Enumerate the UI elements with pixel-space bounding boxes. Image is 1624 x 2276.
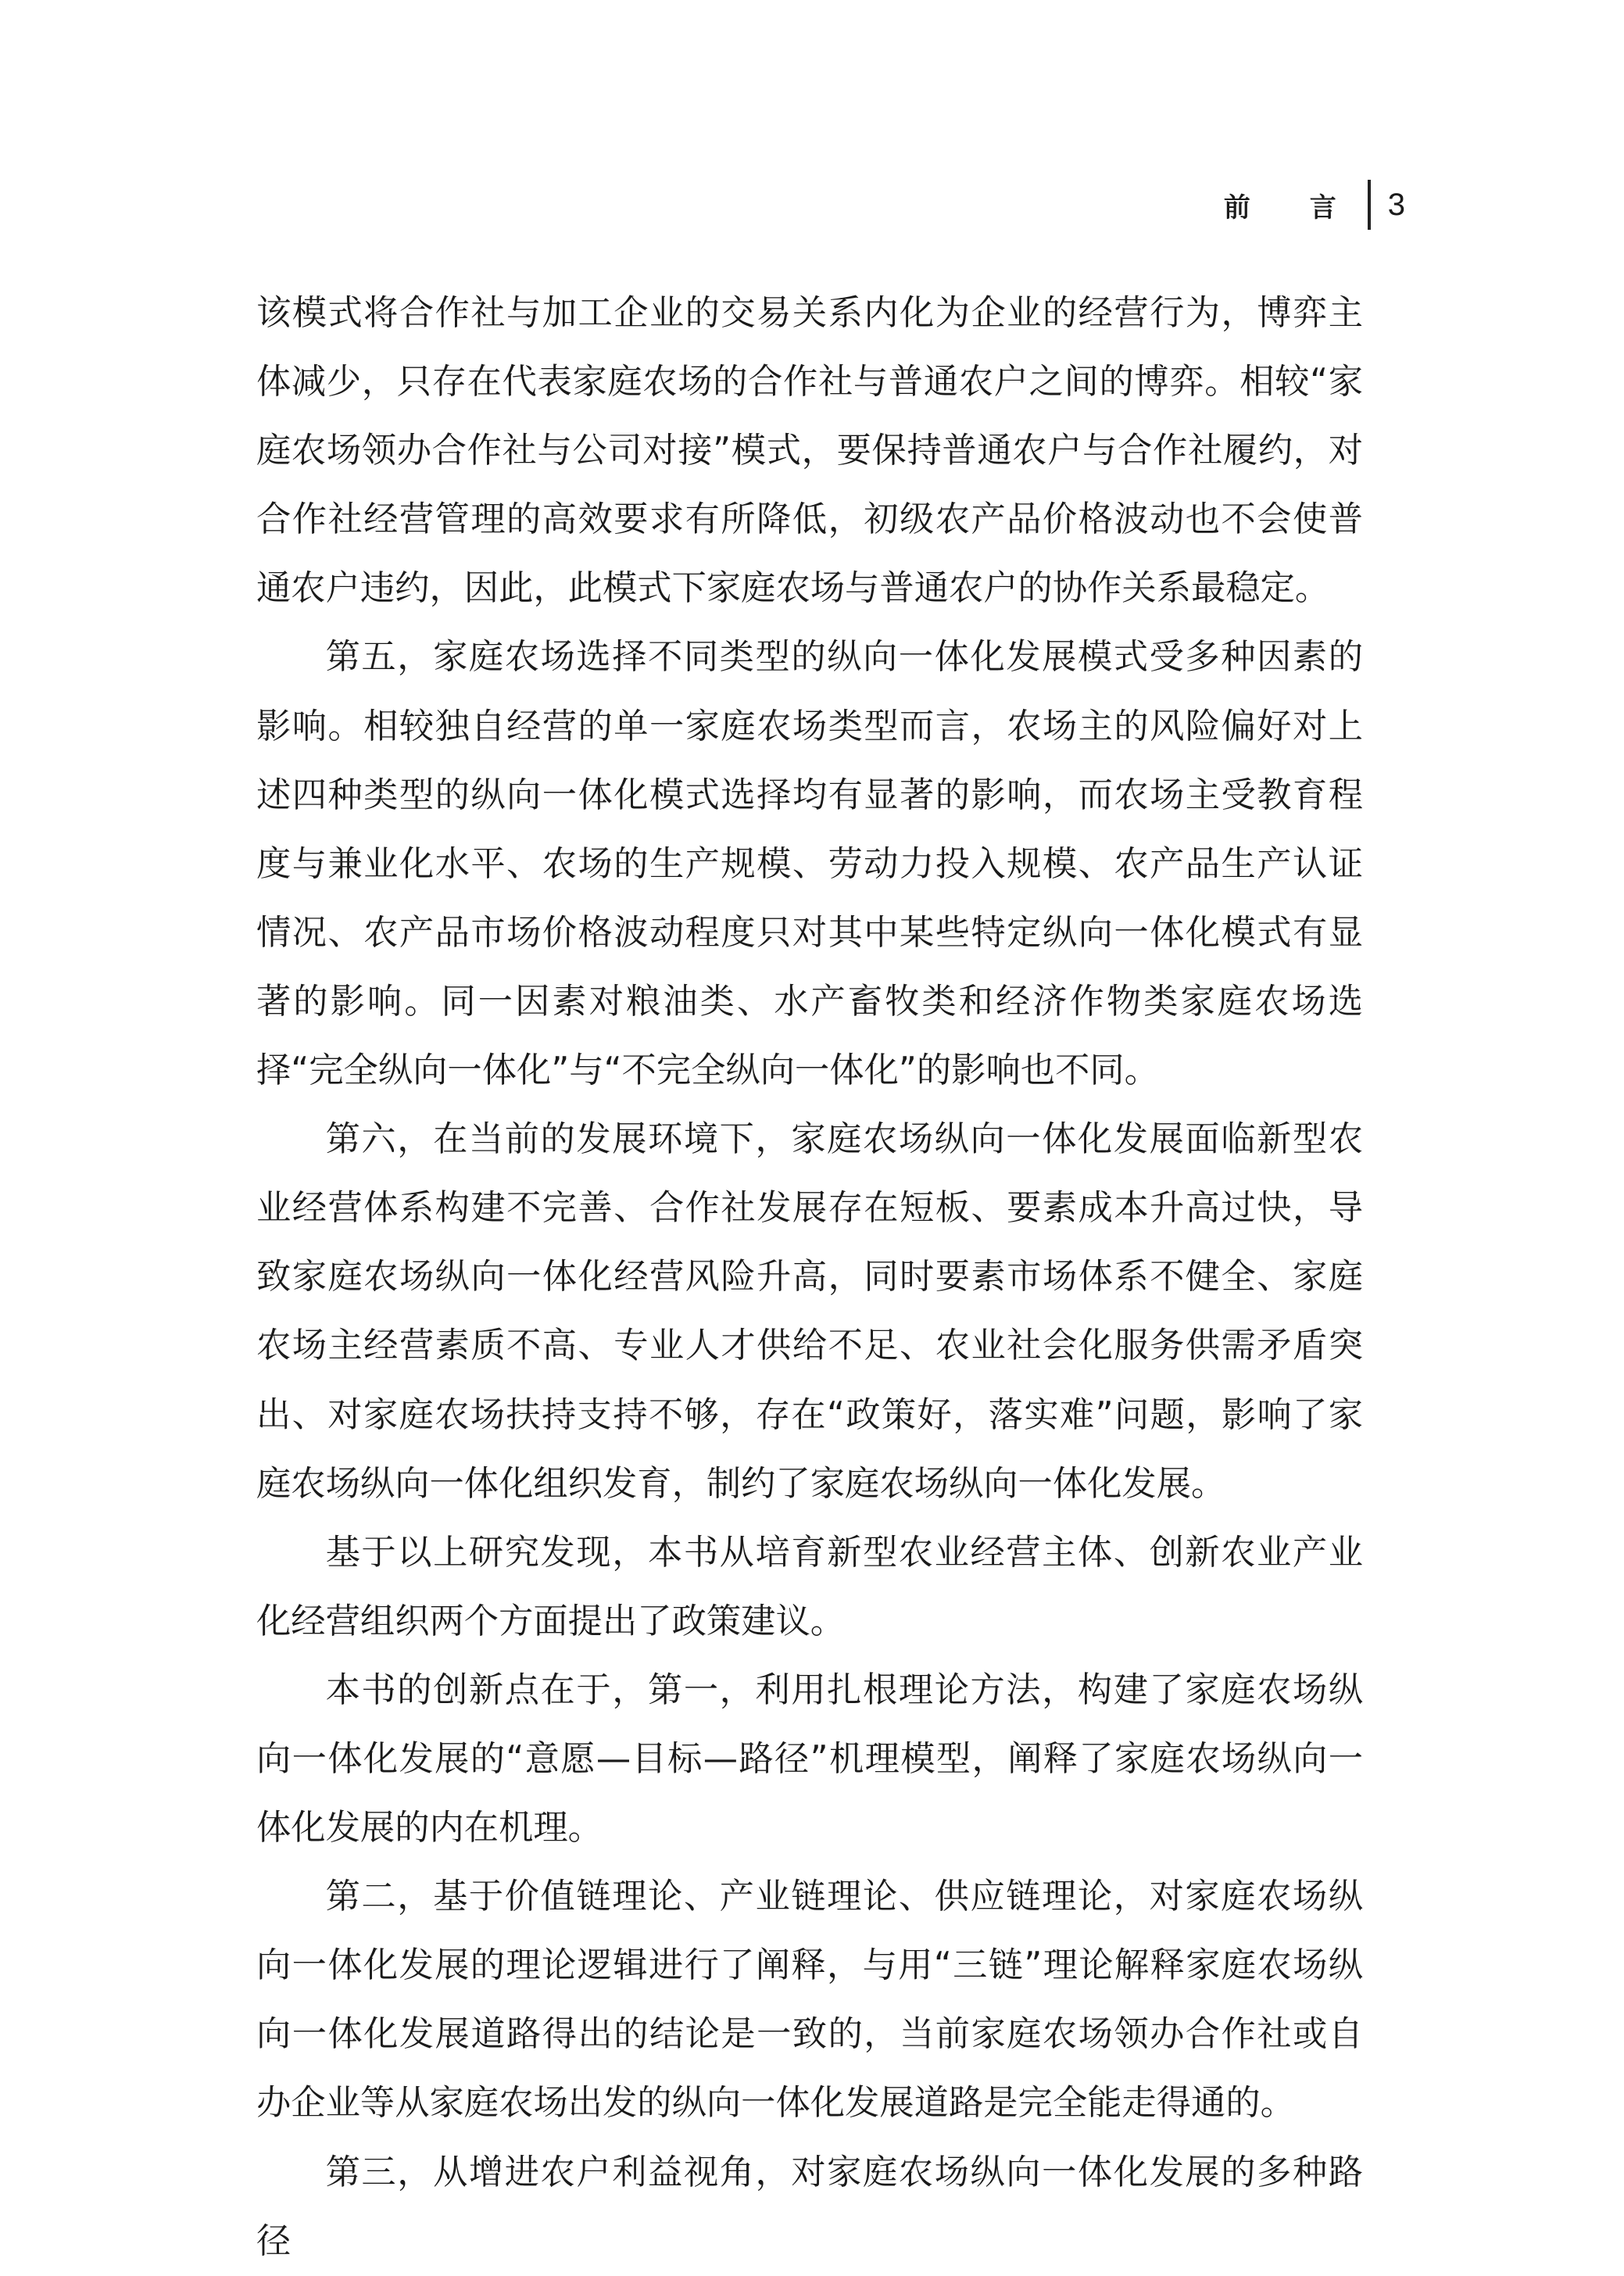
- paragraph-2: 第五，家庭农场选择不同类型的纵向一体化发展模式受多种因素的影响。相较独自经营的单一家庭农场类型而言，农场主的风险偏好对上述四种类型的纵向一体化模式选择均有显著的影响，而农场主受教育程度与兼业化水平、农场的生产规模、劳动力投入规模、农产品生产认证情况、农产品市场价格波动程度只对其中某些特定纵向一体化模式有显著的影响。同一因素对粮油类、水产畜牧类和经济作物类家庭农场选择“完全纵向一体化”与“不完全纵向一体化”的影响也不同。: [256, 637, 1363, 1091]
- paragraph-7: 第三，从增进农户利益视角，对家庭农场纵向一体化发展的多种路径: [256, 2152, 1363, 2261]
- paragraph-6: 第二，基于价值链理论、产业链理论、供应链理论，对家庭农场纵向一体化发展的理论逻辑进行了阐释，与用“三链”理论解释家庭农场纵向一体化发展道路得出的结论是一致的，当前家庭农场领办合作社或自办企业等从家庭农场出发的纵向一体化发展道路是完全能走得通的。: [256, 1877, 1363, 2124]
- section-title: 前 言: [1223, 191, 1361, 224]
- paragraph-3: 第六，在当前的发展环境下，家庭农场纵向一体化发展面临新型农业经营体系构建不完善、合作社发展存在短板、要素成本升高过快，导致家庭农场纵向一体化经营风险升高，同时要素市场体系不健全、家庭农场主经营素质不高、专业人才供给不足、农业社会化服务供需矛盾突出、对家庭农场扶持支持不够，存在“政策好，落实难”问题，影响了家庭农场纵向一体化组织发育，制约了家庭农场纵向一体化发展。: [256, 1119, 1363, 1504]
- page-number: 3: [1387, 187, 1405, 222]
- paragraph-1: 该模式将合作社与加工企业的交易关系内化为企业的经营行为，博弈主体减少，只存在代表家庭农场的合作社与普通农户之间的博弈。相较“家庭农场领办合作社与公司对接”模式，要保持普通农户与合作社履约，对合作社经营管理的高效要求有所降低，初级农产品价格波动也不会使普通农户违约，因此，此模式下家庭农场与普通农户的协作关系最稳定。: [256, 293, 1363, 609]
- running-head: [1224, 180, 1405, 230]
- body-text: [256, 279, 1363, 2276]
- paragraph-5: 本书的创新点在于，第一，利用扎根理论方法，构建了家庭农场纵向一体化发展的“意愿—目标—路径”机理模型，阐释了家庭农场纵向一体化发展的内在机理。: [256, 1669, 1363, 1848]
- header-divider: [1368, 180, 1371, 230]
- paragraph-4: 基于以上研究发现，本书从培育新型农业经营主体、创新农业产业化经营组织两个方面提出了政策建议。: [256, 1532, 1363, 1641]
